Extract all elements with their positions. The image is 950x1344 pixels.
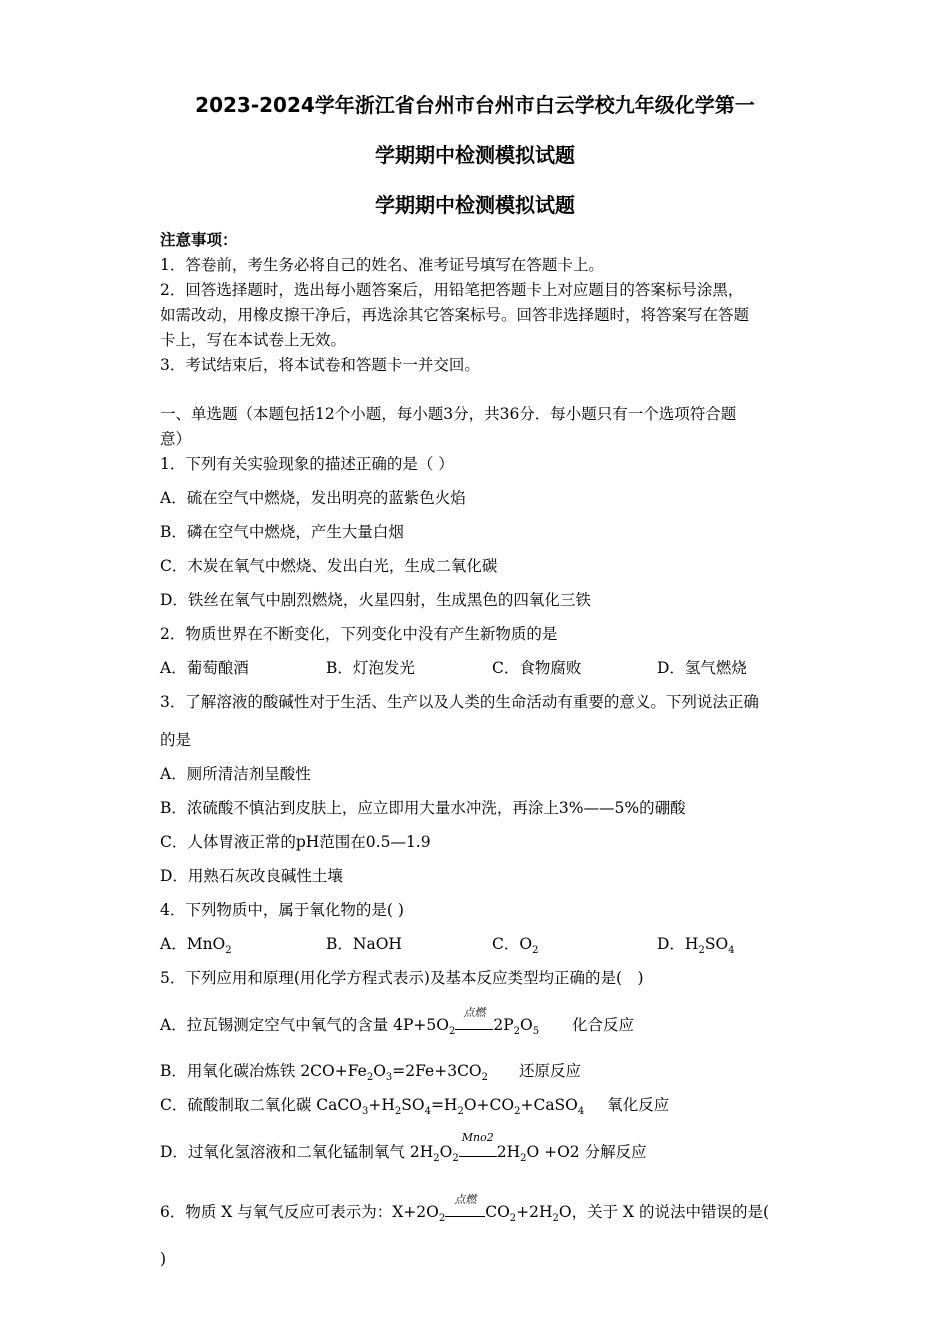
q2-option-b: B．灯泡发光 <box>326 659 415 677</box>
reaction-arrow: Mno2 <box>459 1148 497 1157</box>
q2-option-c: C．食物腐败 <box>492 659 582 677</box>
q1-option-b: B．磷在空气中燃烧，产生大量白烟 <box>160 523 404 541</box>
q3-option-b: B．浓硫酸不慎沾到皮肤上，应立即用大量水冲洗，再涂上3%——5%的硼酸 <box>160 799 686 817</box>
q2-option-d: D．氢气燃烧 <box>657 659 747 677</box>
exam-title-line2: 学期期中检测模拟试题 <box>375 143 575 167</box>
q1-option-c: C．木炭在氧气中燃烧、发出白光，生成二氧化碳 <box>160 557 498 575</box>
q1-option-d: D．铁丝在氧气中剧烈燃烧，火星四射，生成黑色的四氧化三铁 <box>160 591 591 609</box>
q5-a-type: 化合反应 <box>572 1016 635 1034</box>
q3-option-a: A．厕所清洁剂呈酸性 <box>160 765 311 783</box>
q5-c-type: 氧化反应 <box>607 1096 670 1114</box>
q5-stem: 5．下列应用和原理(用化学方程式表示)及基本反应类型均正确的是( ) <box>160 969 644 987</box>
q4-option-c: C．$O_2$ <box>492 935 539 957</box>
exam-title-line3: 学期期中检测模拟试题 <box>375 193 575 217</box>
q3-stem-1: 3．了解溶液的酸碱性对于生活、生产以及人类的生命活动有重要的意义。下列说法正确 <box>160 693 759 711</box>
q6-stem: 6．物质 X 与氧气反应可表示为：$X+2O_2$ 点燃 $CO_2+2H_2O$，关于 X 的说法中错误的是( <box>160 1193 770 1225</box>
q6-stem-close: ) <box>160 1250 167 1268</box>
q5-option-c: C．硫酸制取二氧化碳 $CaCO_3+H_2SO_4=H_2O+CO_2+CaSO_4$ 氧化反应 <box>160 1096 670 1118</box>
q5-option-a: A．拉瓦锡测定空气中氧气的含量 $4P+5O_2$ 点燃 $2P_2O_5$ 化合反应 <box>160 1006 635 1038</box>
q4-option-b: B．NaOH <box>326 935 402 953</box>
q4-option-a: A．MnO$_2$ <box>160 935 232 957</box>
reaction-arrow: 点燃 <box>455 1021 493 1030</box>
q4-stem: 4．下列物质中，属于氧化物的是( ) <box>160 901 404 919</box>
section-heading-1: 一、单选题（本题包括12个小题，每小题3分，共36分．每小题只有一个选项符合题 <box>160 405 737 423</box>
notice-item-2b: 如需改动，用橡皮擦干净后，再选涂其它答案标号。回答非选择题时，将答案写在答题 <box>160 306 750 324</box>
q5-b-type: 还原反应 <box>518 1062 581 1080</box>
notice-item-3: 3．考试结束后，将本试卷和答题卡一并交回。 <box>160 356 480 374</box>
q2-option-a: A．葡萄酿酒 <box>160 659 249 677</box>
notice-heading: 注意事项： <box>160 230 238 249</box>
reaction-arrow: 点燃 <box>445 1208 485 1217</box>
q5-option-b: B．用氧化碳冶炼铁 $2CO+Fe_2O_3=2Fe+3CO_2$ 还原反应 <box>160 1062 581 1084</box>
q3-option-d: D．用熟石灰改良碱性土壤 <box>160 867 343 885</box>
section-heading-2: 意） <box>160 430 192 448</box>
q1-option-a: A．硫在空气中燃烧，发出明亮的蓝紫色火焰 <box>160 489 466 507</box>
notice-item-2c: 卡上，写在本试卷上无效。 <box>160 331 347 349</box>
notice-item-2a: 2．回答选择题时，选出每小题答案后，用铅笔把答题卡上对应题目的答案标号涂黑， <box>160 281 744 299</box>
q2-stem: 2．物质世界在不断变化，下列变化中没有产生新物质的是 <box>160 625 558 643</box>
notice-item-1: 1．答卷前，考生务必将自己的姓名、准考证号填写在答题卡上。 <box>160 256 604 274</box>
q1-stem: 1．下列有关实验现象的描述正确的是（ ） <box>160 455 454 473</box>
exam-title-line1: 2023-2024学年浙江省台州市台州市白云学校九年级化学第一 <box>195 93 755 117</box>
q3-stem-2: 的是 <box>160 731 192 749</box>
q4-option-d: D．$H_2SO_4$ <box>657 935 735 957</box>
q5-option-d: D．过氧化氢溶液和二氧化锰制氧气 $2H_2O_2$ Mno2 $2H_2O +O2$ 分解反应 <box>160 1131 647 1165</box>
q3-option-c: C．人体胃液正常的pH范围在0.5—1.9 <box>160 833 431 851</box>
